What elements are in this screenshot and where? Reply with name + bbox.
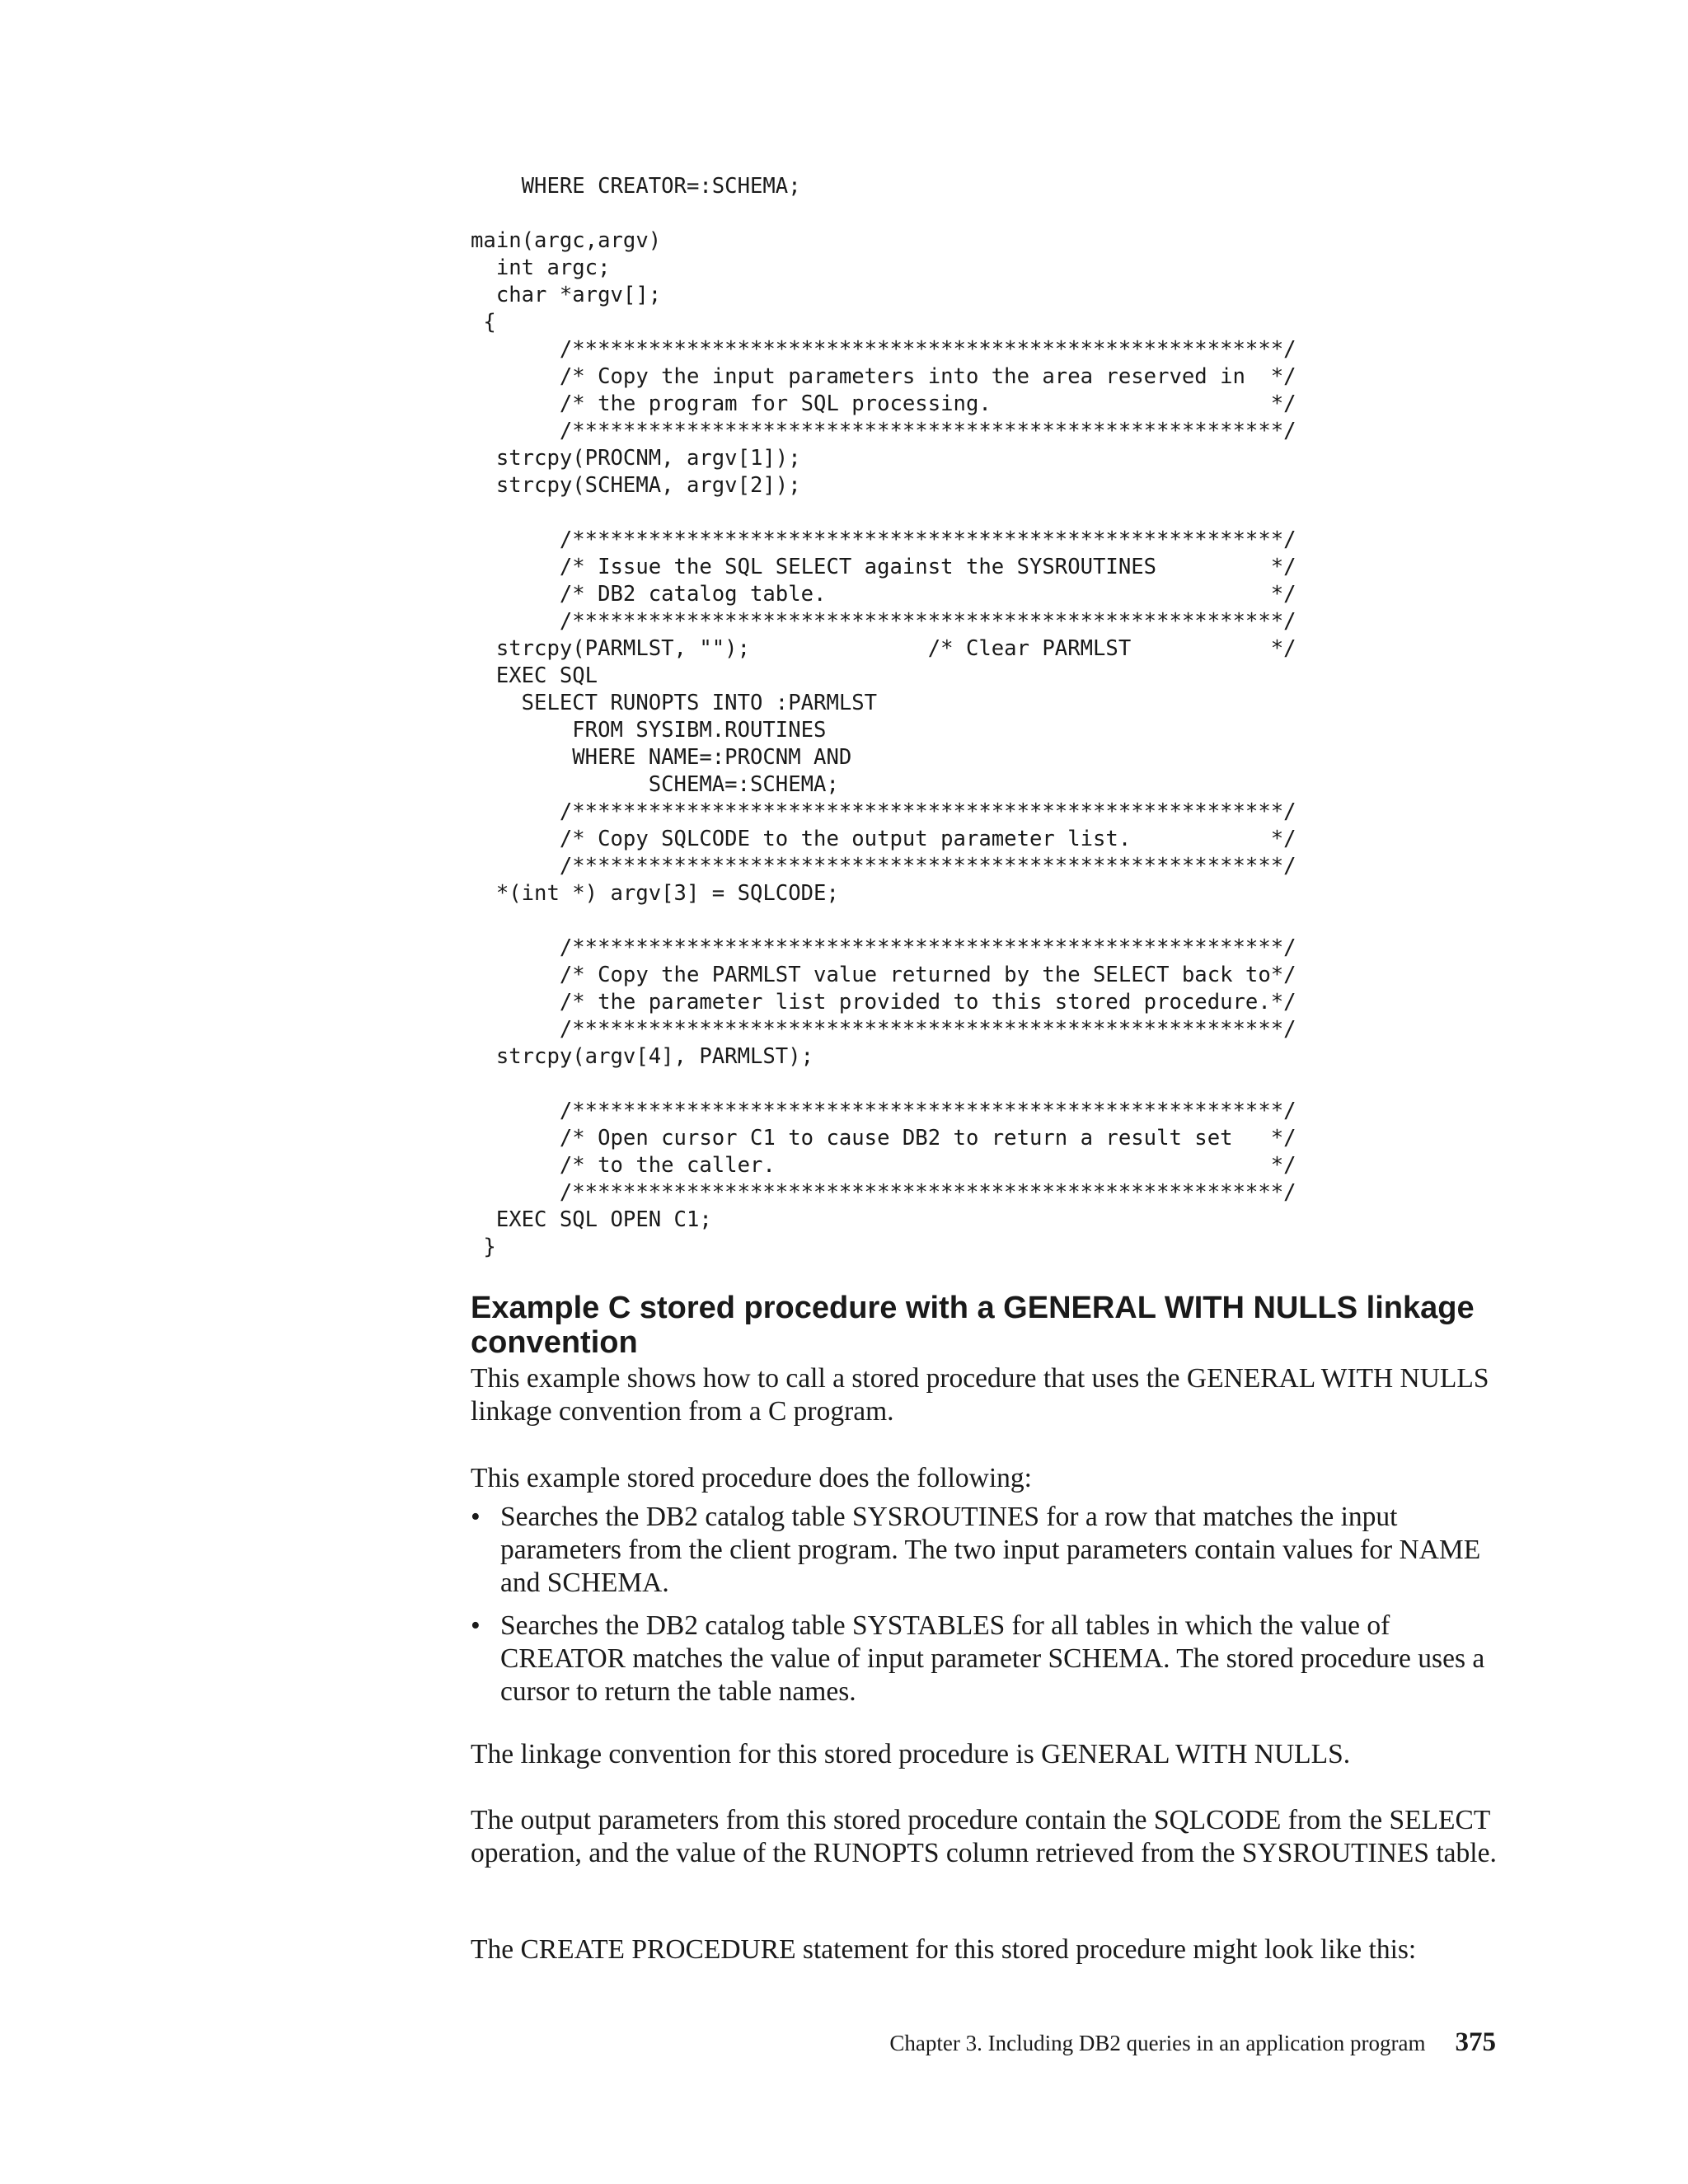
section-heading: Example C stored procedure with a GENERAL WITH NULLS linkage convention: [471, 1291, 1475, 1360]
intro-paragraph: This example shows how to call a stored procedure that uses the GENERAL WITH NULLS linkage convention from a C program.: [471, 1363, 1489, 1427]
bullet-icon: •: [471, 1610, 481, 1641]
list-item-text: Searches the DB2 catalog table SYSROUTINES for a row that matches the input parameters from the client program. The two input parameters contain values for NAME and SCHEMA.: [500, 1502, 1481, 1598]
list-item: [471, 1610, 1509, 1708]
list-item: [471, 1501, 1509, 1600]
create-procedure-paragraph: The CREATE PROCEDURE statement for this stored procedure might look like this:: [471, 1934, 1417, 1965]
output-paragraph: The output parameters from this stored procedure contain the SQLCODE from the SELECT operation, and the value of the RUNOPTS column retrieved from the SYSROUTINES table.: [471, 1805, 1497, 1868]
bullet-icon: •: [471, 1502, 481, 1532]
footer-chapter-title: Chapter 3. Including DB2 queries in an application program: [889, 2031, 1426, 2055]
list-lead-paragraph: This example stored procedure does the following:: [471, 1463, 1032, 1493]
code-listing: WHERE CREATOR=:SCHEMA; main(argc,argv) int argc; char *argv[]; { /********************************************************/ /* Copy the input parameters into the area reserved in */ /* the program for SQL processing. */ /********************************************************/ strcpy(PROCNM, argv[1]); strcpy(SCHEMA, argv[2]); /********************************************************/ /* Issue the SQL SELECT against the SYSROUTINES */ /* DB2 catalog table. */ /********************************************************/ strcpy(PARMLST, ""); /* Clear PARMLST */ EXEC SQL SELECT RUNOPTS INTO :PARMLST FROM SYSIBM.ROUTINES WHERE NAME=:PROCNM AND SCHEMA=:SCHEMA; /********************************************************/ /* Copy SQLCODE to the output parameter list. */ /********************************************************/ *(int *) argv[3] = SQLCODE; /********************************************************/ /* Copy the PARMLST value returned by the SELECT back to*/ /* the parameter list provided to this stored procedure.*/ /********************************************************/ strcpy(argv[4], PARMLST); /********************************************************/ /* Open cursor C1 to cause DB2 to return a result set */ /* to the caller. */ /********************************************************/ EXEC SQL OPEN C1; }: [471, 174, 1296, 1259]
page-footer: [889, 2027, 1496, 2058]
bullet-list: [471, 1501, 1509, 1718]
page-number: 375: [1455, 2027, 1496, 2057]
linkage-paragraph: The linkage convention for this stored procedure is GENERAL WITH NULLS.: [471, 1739, 1351, 1769]
list-item-text: Searches the DB2 catalog table SYSTABLES for all tables in which the value of CREATOR matches the value of input parameter SCHEMA. The stored procedure uses a cursor to return the table names.: [500, 1610, 1485, 1707]
